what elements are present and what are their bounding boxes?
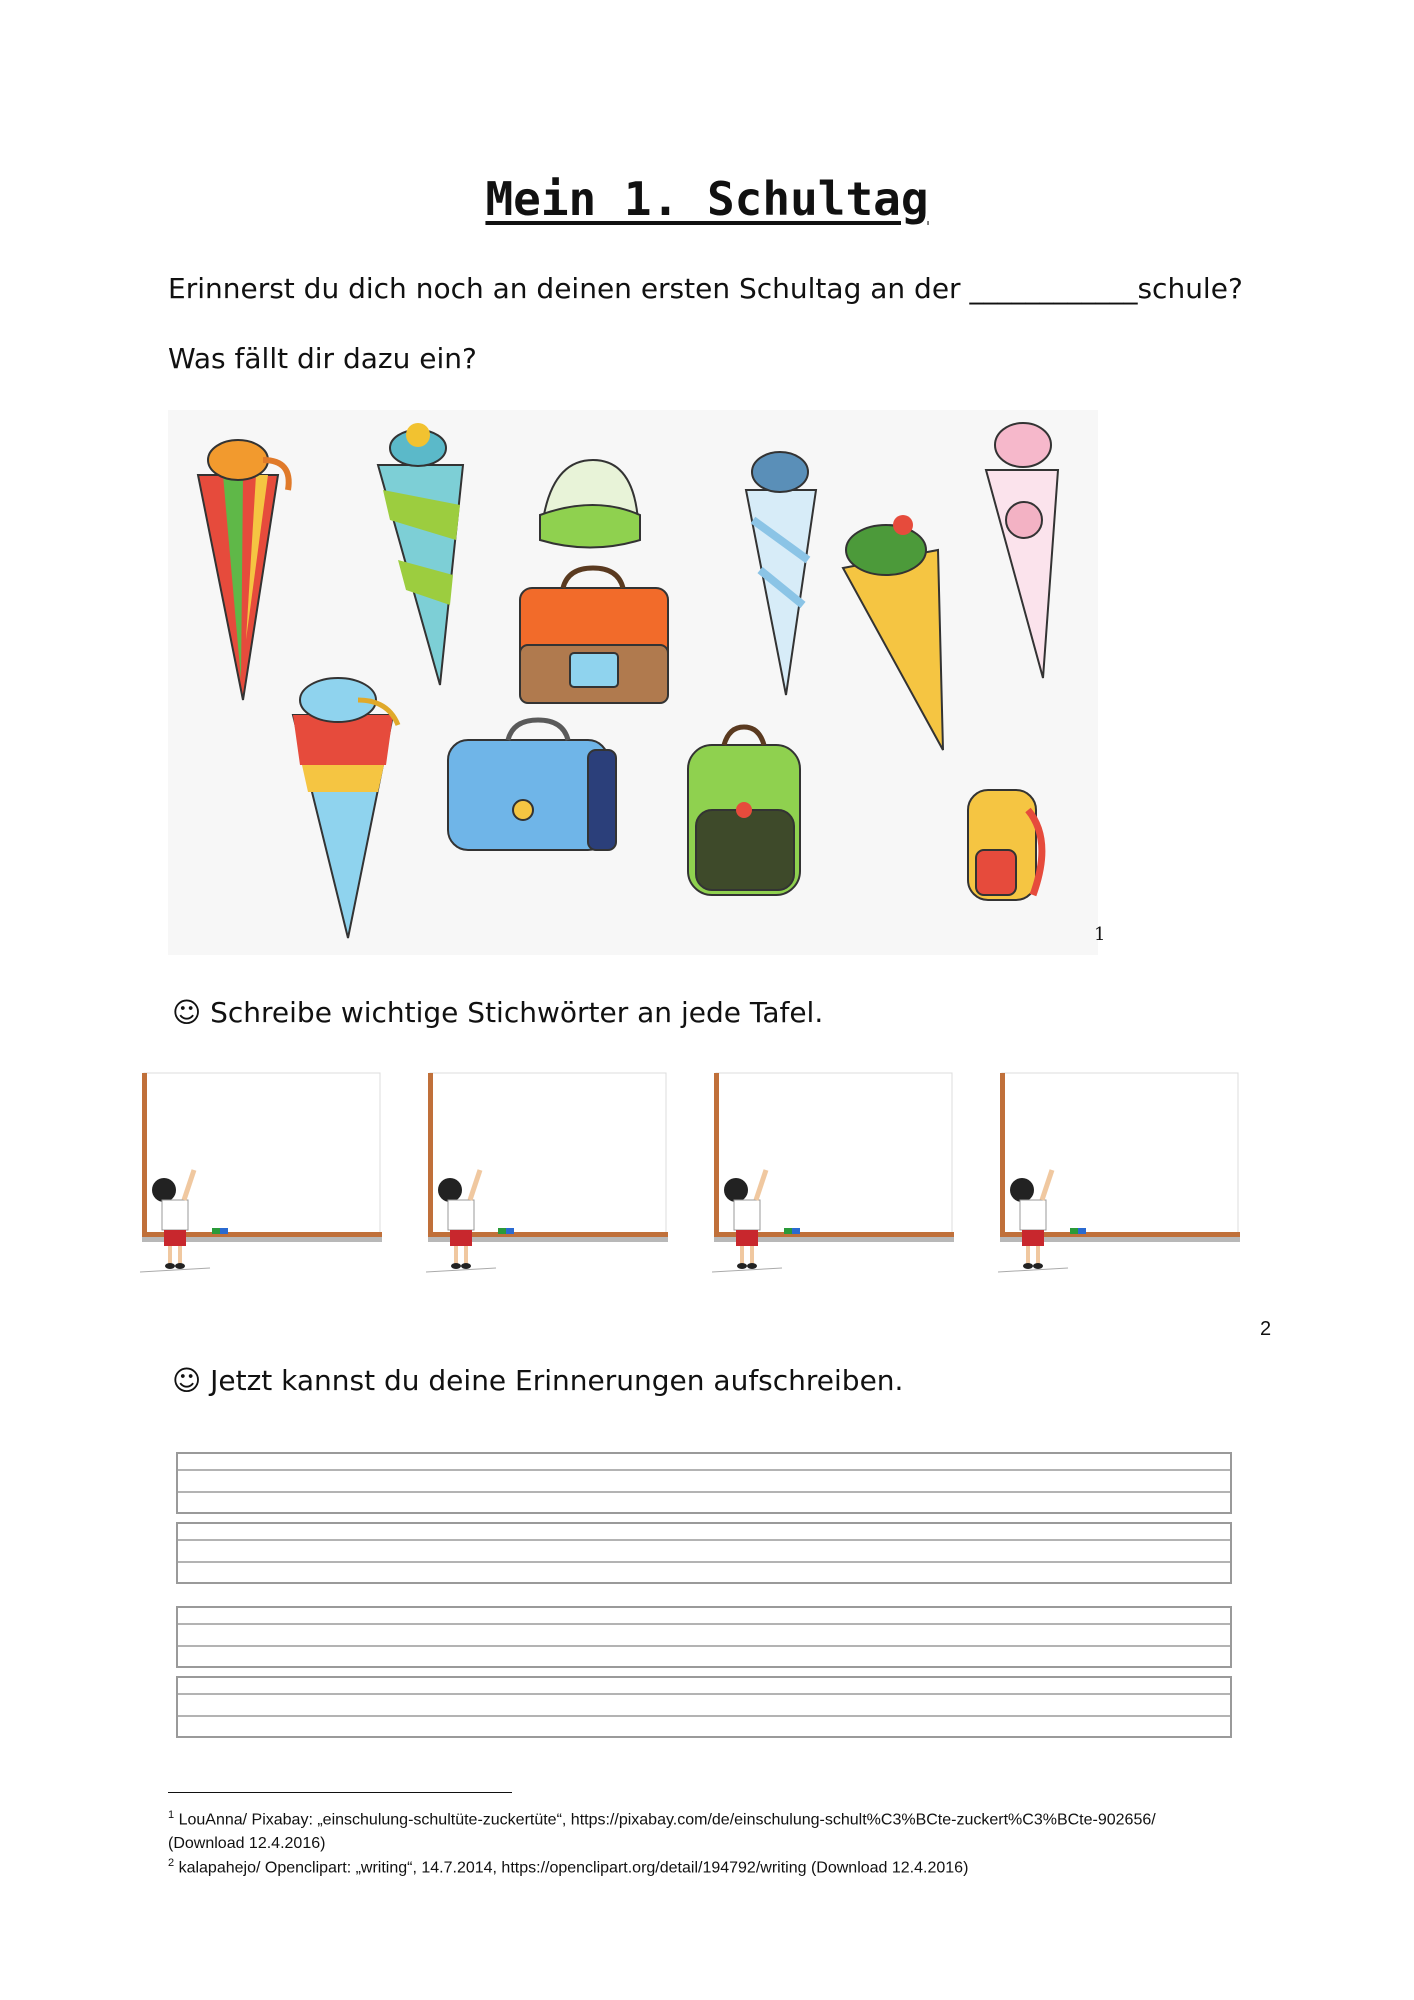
footnote-separator [168, 1792, 512, 1793]
school-bag-icon [448, 720, 616, 850]
page-title: Mein 1. Schultag [485, 172, 929, 226]
smiley-icon: ☺ [172, 1364, 202, 1397]
intro-question-2: Was fällt dir dazu ein? [168, 342, 477, 375]
footnote-1 [168, 1803, 1268, 1856]
school-bag-icon [520, 568, 668, 703]
footnote-2 [168, 1851, 1268, 1880]
backpack-icon [968, 790, 1042, 900]
footnote-2-mark: 2 [168, 1857, 175, 1869]
boards-footnote-marker: 2 [1260, 1318, 1272, 1340]
school-items-illustration [168, 410, 1098, 955]
writing-lines[interactable] [176, 1522, 1232, 1584]
task-1-instruction: Schreibe wichtige Stichwörter an jede Tafel. [210, 996, 824, 1029]
footnote-2-text: kalapahejo/ Openclipart: „writing“, 14.7.2014, https://openclipart.org/detail/194792/writing (Download 12.4.2016) [178, 1859, 969, 1877]
blackboard[interactable] [712, 1070, 962, 1290]
backpack-icon [688, 727, 800, 895]
task-2-instruction: Jetzt kannst du deine Erinnerungen aufschreiben. [210, 1364, 904, 1397]
writing-lines[interactable] [176, 1452, 1232, 1514]
blackboard[interactable] [998, 1070, 1248, 1290]
footnote-1-download: (Download 12.4.2016) [168, 1835, 326, 1853]
smiley-icon: ☺ [172, 996, 202, 1029]
image-footnote-marker: 1 [1094, 924, 1106, 945]
footnote-1-mark: 1 [168, 1809, 175, 1821]
writing-lines[interactable] [176, 1606, 1232, 1668]
footnote-1-text: LouAnna/ Pixabay: „einschulung-schultüte-zuckertüte“, https://pixabay.com/de/einschulung-schult%C3%BCte-zuckert%C3%BCte-902656/ [178, 1811, 1156, 1829]
blackboard[interactable] [426, 1070, 676, 1290]
blackboard[interactable] [140, 1070, 390, 1290]
writing-lines[interactable] [176, 1676, 1232, 1738]
intro-question-1: Erinnerst du dich noch an deinen ersten Schultag an der ____________schule? [168, 272, 1243, 305]
